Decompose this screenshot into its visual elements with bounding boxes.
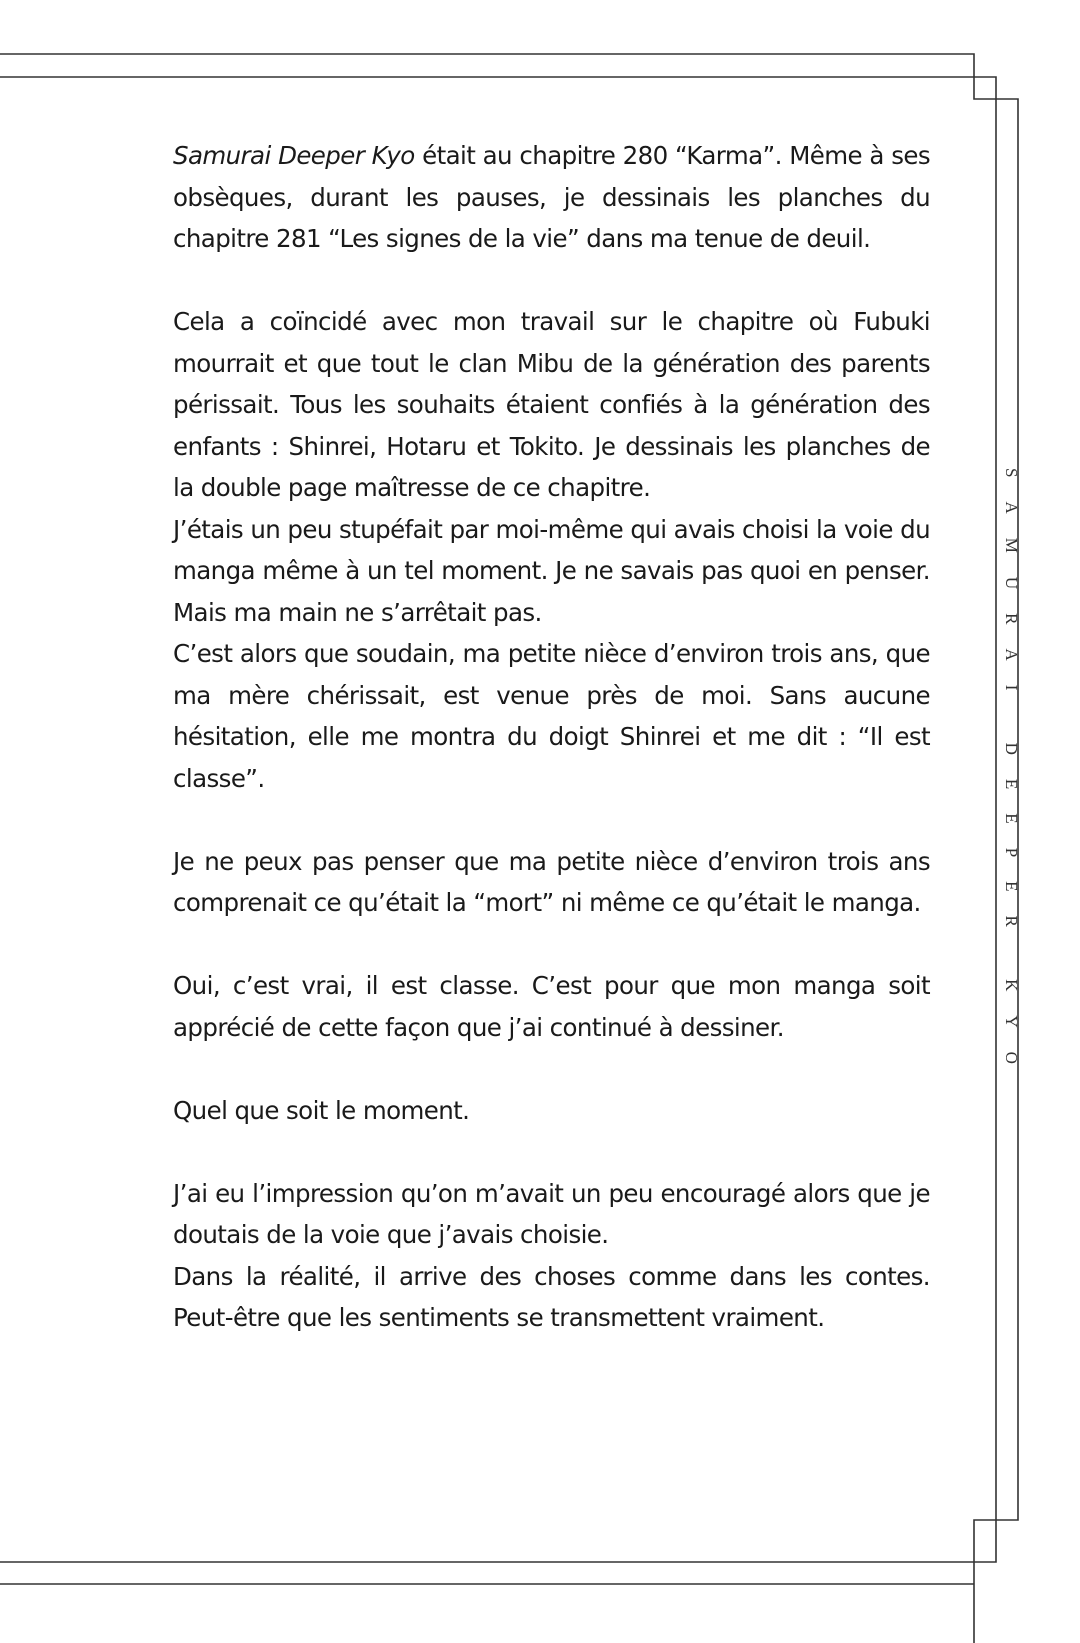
spine-title: SAMURAI DEEPER KYO [1002, 468, 1021, 1088]
paragraph-9: Dans la réalité, il arrive des choses comme dans les contes. Peut-être que les sentiments se transmettent vraiment. [173, 1261, 930, 1332]
paragraph-5: Je ne peux pas penser que ma petite nièce d’environ trois ans comprenait ce qu’était la “mort” ni même ce qu’était le manga. [173, 846, 930, 917]
page-text-body [173, 135, 930, 1339]
paragraph-4: C’est alors que soudain, ma petite nièce d’environ trois ans, que ma mère chérissait, est venue près de moi. Sans aucune hésitation, elle me montra du doigt Shinrei et me dit : “Il est classe”. [173, 639, 930, 793]
paragraph-8: J’ai eu l’impression qu’on m’avait un peu encouragé alors que je doutais de la voie que j’avais choisie. [173, 1178, 930, 1249]
paragraph-7: Quel que soit le moment. [173, 1095, 470, 1125]
paragraph-1-text: était au chapitre 280 “Karma”. Même à ses obsèques, durant les pauses, je dessinais les planches du chapitre 281 “Les signes de la vie” dans ma tenue de deuil. [173, 141, 930, 253]
series-title: Samurai Deeper Kyo [173, 141, 415, 170]
paragraph-6: Oui, c’est vrai, il est classe. C’est pour que mon manga soit apprécié de cette façon que j’ai continué à dessiner. [173, 971, 930, 1042]
paragraph-2: Cela a coïncidé avec mon travail sur le chapitre où Fubuki mourrait et que tout le clan Mibu de la génération des parents périssait. Tous les souhaits étaient confiés à la génération des enfants : Shinrei, Hotaru et Tokito. Je dessinais les planches de la double page maîtresse de ce chapitre. [173, 307, 930, 502]
paragraph-3: J’étais un peu stupéfait par moi-même qui avais choisi la voie du manga même à un tel moment. Je ne savais pas quoi en penser. Mais ma main ne s’arrêtait pas. [173, 514, 930, 627]
paragraph-1 [173, 135, 930, 260]
